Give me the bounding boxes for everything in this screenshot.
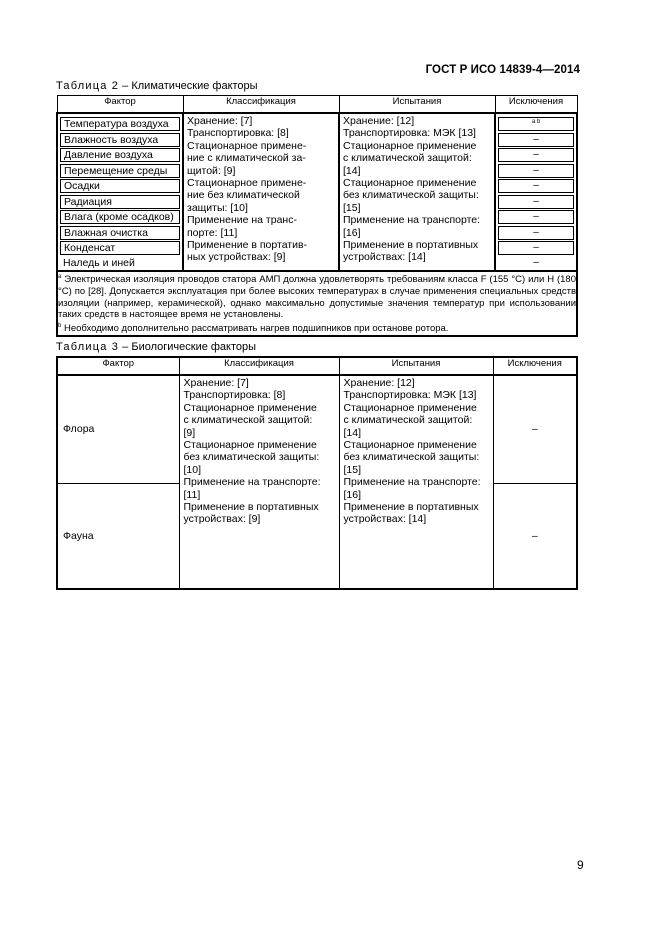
note-text: Электрическая изоляция проводов статора АМП должна удовлетворять требованиям класса F (155 °С) или Н (180 °С) по [28]. Допускается эксплуатация при более высоких температурах в случае применения специальных средств изоляции (например, керамической), однако максимально допустимые значения температур при использовании таких средств в настоящее время не установлены. <box>58 274 577 321</box>
table2-factor-item: Давление воздуха <box>60 148 180 162</box>
table2-header-classification: Классификация <box>183 96 339 114</box>
table3-header-tests: Испытания <box>339 357 493 375</box>
table3-header-exclusions: Исключения <box>493 357 577 375</box>
table2-factor-item: Осадки <box>60 179 180 193</box>
table2-factor-item: Радиация <box>60 195 180 209</box>
table2-factor-item: Влажная очистка <box>60 226 180 240</box>
text-line: без климатической защиты: <box>183 451 320 464</box>
table-climatic-factors <box>56 95 578 337</box>
text-line: с климатической защитой: <box>183 414 313 427</box>
text-line: порте: [11] <box>187 226 238 239</box>
table2-caption <box>56 80 258 92</box>
text-line: Стационарное применение <box>343 439 477 452</box>
table3-header-factor: Фактор <box>102 358 135 369</box>
text-line: Стационарное примене- <box>187 139 307 152</box>
footnote-ref: a b <box>531 119 541 125</box>
table2-exclusion-item: – <box>498 210 574 224</box>
text-line: ных устройствах: [9] <box>187 251 286 264</box>
text-line: [16] <box>343 488 362 501</box>
text-line: Применение на транспорте: <box>343 214 481 227</box>
table2-classification-cell <box>183 113 339 271</box>
text-line: Стационарное применение <box>343 139 477 152</box>
text-line: [10] <box>183 463 202 476</box>
text-line: [9] <box>183 426 196 439</box>
text-line: Хранение: [12] <box>343 377 415 389</box>
text-line: защиты: [10] <box>187 201 248 214</box>
text-line: устройствах: [14] <box>343 513 427 526</box>
table3-caption-label: Таблица 3 <box>56 341 120 353</box>
footnote-mark: a <box>58 274 62 280</box>
document-code: ГОСТ Р ИСО 14839-4—2014 <box>425 64 580 76</box>
text-line: Транспортировка: МЭК [13] <box>343 127 476 140</box>
text-line: Стационарное применение <box>183 439 317 452</box>
table2-factor-item: Температура воздуха <box>60 117 180 131</box>
table2-factor-item: Влажность воздуха <box>60 133 180 147</box>
table2-notes-row <box>57 271 577 336</box>
text-line: Применение в портативных <box>183 501 319 514</box>
table2-exclusion-item: – <box>498 164 574 178</box>
text-line: ние без климатической <box>187 189 300 202</box>
text-line: Стационарное применение <box>183 401 317 414</box>
table3-factor-flora: Флора <box>57 375 179 483</box>
table3-tests-cell <box>339 375 493 589</box>
table2-exclusion-item <box>498 117 574 131</box>
table2-exclusion-item: – <box>533 256 539 268</box>
table2-exclusion-item: – <box>498 195 574 209</box>
text-line: Хранение: [7] <box>187 115 253 127</box>
table2-exclusion-item: – <box>498 226 574 240</box>
table2-exclusion-item: – <box>498 148 574 162</box>
table3-header-classification: Классификация <box>179 357 339 375</box>
table2-factor-list <box>58 117 182 269</box>
text-line: устройствах: [14] <box>343 251 426 264</box>
text-line: Стационарное применение <box>343 401 477 414</box>
table3-header-row <box>57 357 577 375</box>
table2-exclusion-item: – <box>498 133 574 147</box>
text-line: Применение в портатив- <box>187 239 308 252</box>
table2-exclusions-cell <box>495 113 577 271</box>
table-biological-factors <box>56 356 578 590</box>
text-line: [15] <box>343 201 361 214</box>
table2-factor-cell <box>57 113 183 271</box>
text-line: Хранение: [12] <box>343 115 415 127</box>
table2-exclusion-item: – <box>498 241 574 255</box>
text-line: Применение в портативных <box>343 239 479 252</box>
note-text: Необходимо дополнительно рассматривать нагрев подшипников при останове ротора. <box>63 323 449 335</box>
text-line: [16] <box>343 226 361 239</box>
table2-tests-text <box>340 114 494 264</box>
text-line: Применение на транспорте: <box>183 476 321 489</box>
table2-caption-title: – Климатические факторы <box>122 80 258 92</box>
text-line: с климатической защитой: <box>343 414 473 427</box>
table2-body-row <box>57 113 577 271</box>
table3-factor-fauna: Фауна <box>57 483 179 589</box>
table3-exclusion-fauna: – <box>493 483 577 589</box>
table3-classification-cell <box>179 375 339 589</box>
table2-header-factor: Фактор <box>104 96 136 107</box>
text-line: Транспортировка: [8] <box>183 389 286 402</box>
table2-exclusion-item: – <box>498 179 574 193</box>
text-line: щитой: [9] <box>187 164 236 177</box>
text-line: Стационарное применение <box>343 177 477 190</box>
text-line: Применение на транс- <box>187 214 297 227</box>
table2-factor-item: Конденсат <box>60 241 180 255</box>
text-line: [14] <box>343 426 362 439</box>
table2-classification-text <box>184 114 338 264</box>
text-line: с климатической защитой: <box>343 152 472 165</box>
text-line: Хранение: [7] <box>183 377 249 389</box>
table3-row-flora <box>57 375 577 483</box>
text-line: Стационарное примене- <box>187 177 307 190</box>
table2-factor-item: Перемещение среды <box>60 164 180 178</box>
table2-header-exclusions: Исключения <box>495 96 577 114</box>
text-line: устройствах: [9] <box>183 513 261 526</box>
table2-caption-label: Таблица 2 <box>56 80 120 92</box>
table2-exclusions-list <box>496 117 576 269</box>
text-line: [14] <box>343 164 361 177</box>
text-line: Транспортировка: МЭК [13] <box>343 389 477 402</box>
table3-exclusion-flora: – <box>493 375 577 483</box>
table3-caption <box>56 341 256 353</box>
text-line: [11] <box>183 488 201 501</box>
text-line: Применение в портативных <box>343 501 479 514</box>
text-line: Транспортировка: [8] <box>187 127 289 140</box>
text-line: [15] <box>343 463 362 476</box>
table2-factor-item: Влага (кроме осадков) <box>60 210 180 224</box>
text-line: без климатической защиты: <box>343 451 480 464</box>
table2-header-row <box>57 96 577 114</box>
table2-notes <box>57 271 577 336</box>
text-line: Применение на транспорте: <box>343 476 481 489</box>
table2-factor-item: Наледь и иней <box>63 256 135 269</box>
footnote-mark: b <box>58 322 62 329</box>
table2-header-tests: Испытания <box>339 96 495 114</box>
table2-note-b <box>58 321 576 335</box>
text-line: ние с климатической за- <box>187 152 306 165</box>
table3-caption-title: – Биологические факторы <box>122 341 257 353</box>
table2-tests-cell <box>339 113 495 271</box>
page-number: 9 <box>577 858 584 872</box>
table2-note-a <box>58 272 576 321</box>
text-line: без климатической защиты: <box>343 189 479 202</box>
